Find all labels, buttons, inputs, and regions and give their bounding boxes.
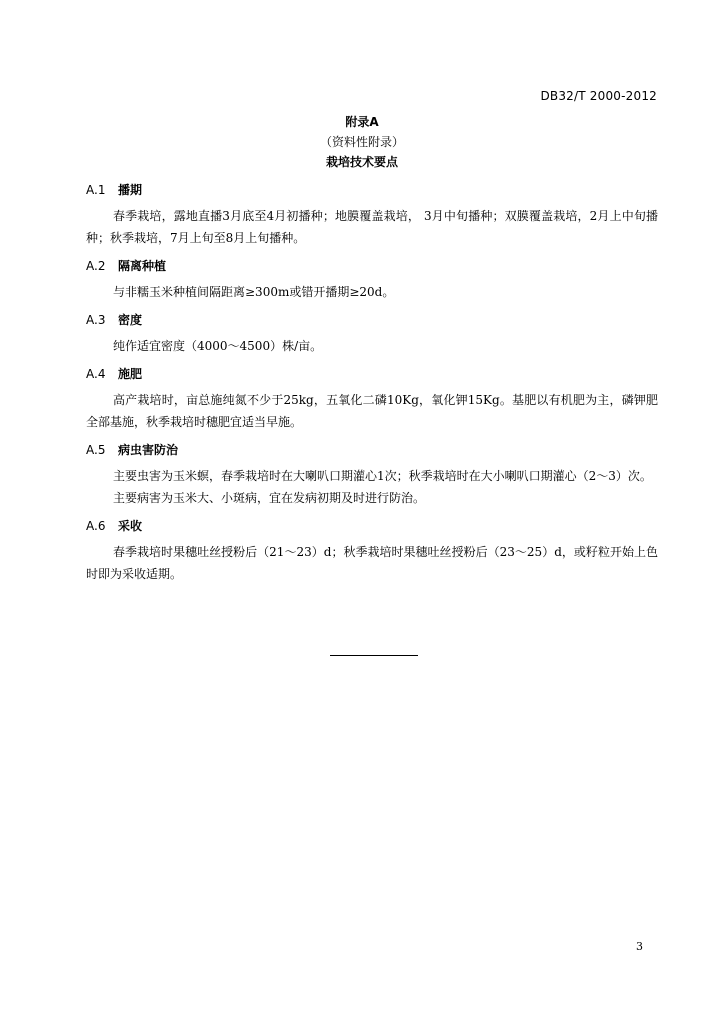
section-a4 <box>86 364 658 433</box>
section-title: 密度 <box>118 313 143 327</box>
section-heading <box>86 516 658 536</box>
section-paragraph: 春季栽培，露地直播3月底至4月初播种；地膜覆盖栽培， 3月中旬播种；双膜覆盖栽培，2月上中旬播种；秋季栽培，7月上旬至8月上旬播种。 <box>86 209 658 245</box>
appendix-subtitle: 栽培技术要点 <box>325 155 398 169</box>
section-heading <box>86 440 658 460</box>
appendix-title: 附录A <box>345 115 379 129</box>
section-number: A.4 <box>86 367 106 381</box>
section-number: A.6 <box>86 519 106 533</box>
section-number: A.2 <box>86 259 106 273</box>
appendix-title-block <box>0 112 724 172</box>
appendix-content <box>86 180 658 592</box>
section-title: 施肥 <box>118 367 143 381</box>
section-heading <box>86 256 658 276</box>
section-number: A.1 <box>86 183 106 197</box>
end-of-document-line <box>330 655 418 656</box>
section-heading <box>86 310 658 330</box>
section-a2 <box>86 256 658 303</box>
appendix-type: （资料性附录） <box>319 135 404 149</box>
section-paragraph: 春季栽培时果穗吐丝授粉后（21～23）d；秋季栽培时果穗吐丝授粉后（23～25）d，或籽粒开始上色时即为采收适期。 <box>86 545 658 581</box>
section-a3 <box>86 310 658 357</box>
section-a1 <box>86 180 658 249</box>
section-paragraph: 与非糯玉米种植间隔距离≥300m或错开播期≥20d。 <box>113 285 395 299</box>
section-title: 播期 <box>118 183 143 197</box>
document-code: DB32/T 2000-2012 <box>540 89 657 103</box>
section-heading <box>86 364 658 384</box>
section-paragraph: 主要病害为玉米大、小斑病，宜在发病初期及时进行防治。 <box>113 491 426 505</box>
section-paragraph: 主要虫害为玉米螟，春季栽培时在大喇叭口期灌心1次；秋季栽培时在大小喇叭口期灌心（2～3）次。 <box>113 469 652 483</box>
section-heading <box>86 180 658 200</box>
section-title: 采收 <box>118 519 143 533</box>
section-a5 <box>86 440 658 509</box>
section-number: A.3 <box>86 313 106 327</box>
section-a6 <box>86 516 658 585</box>
section-paragraph: 高产栽培时，亩总施纯氮不少于25kg，五氧化二磷10Kg，氧化钾15Kg。基肥以有机肥为主，磷钾肥全部基施，秋季栽培时穗肥宜适当早施。 <box>86 393 658 429</box>
page-number: 3 <box>636 940 643 953</box>
section-paragraph: 纯作适宜密度（4000～4500）株/亩。 <box>113 339 323 353</box>
section-number: A.5 <box>86 443 106 457</box>
section-title: 隔离种植 <box>118 259 167 273</box>
section-title: 病虫害防治 <box>118 443 179 457</box>
